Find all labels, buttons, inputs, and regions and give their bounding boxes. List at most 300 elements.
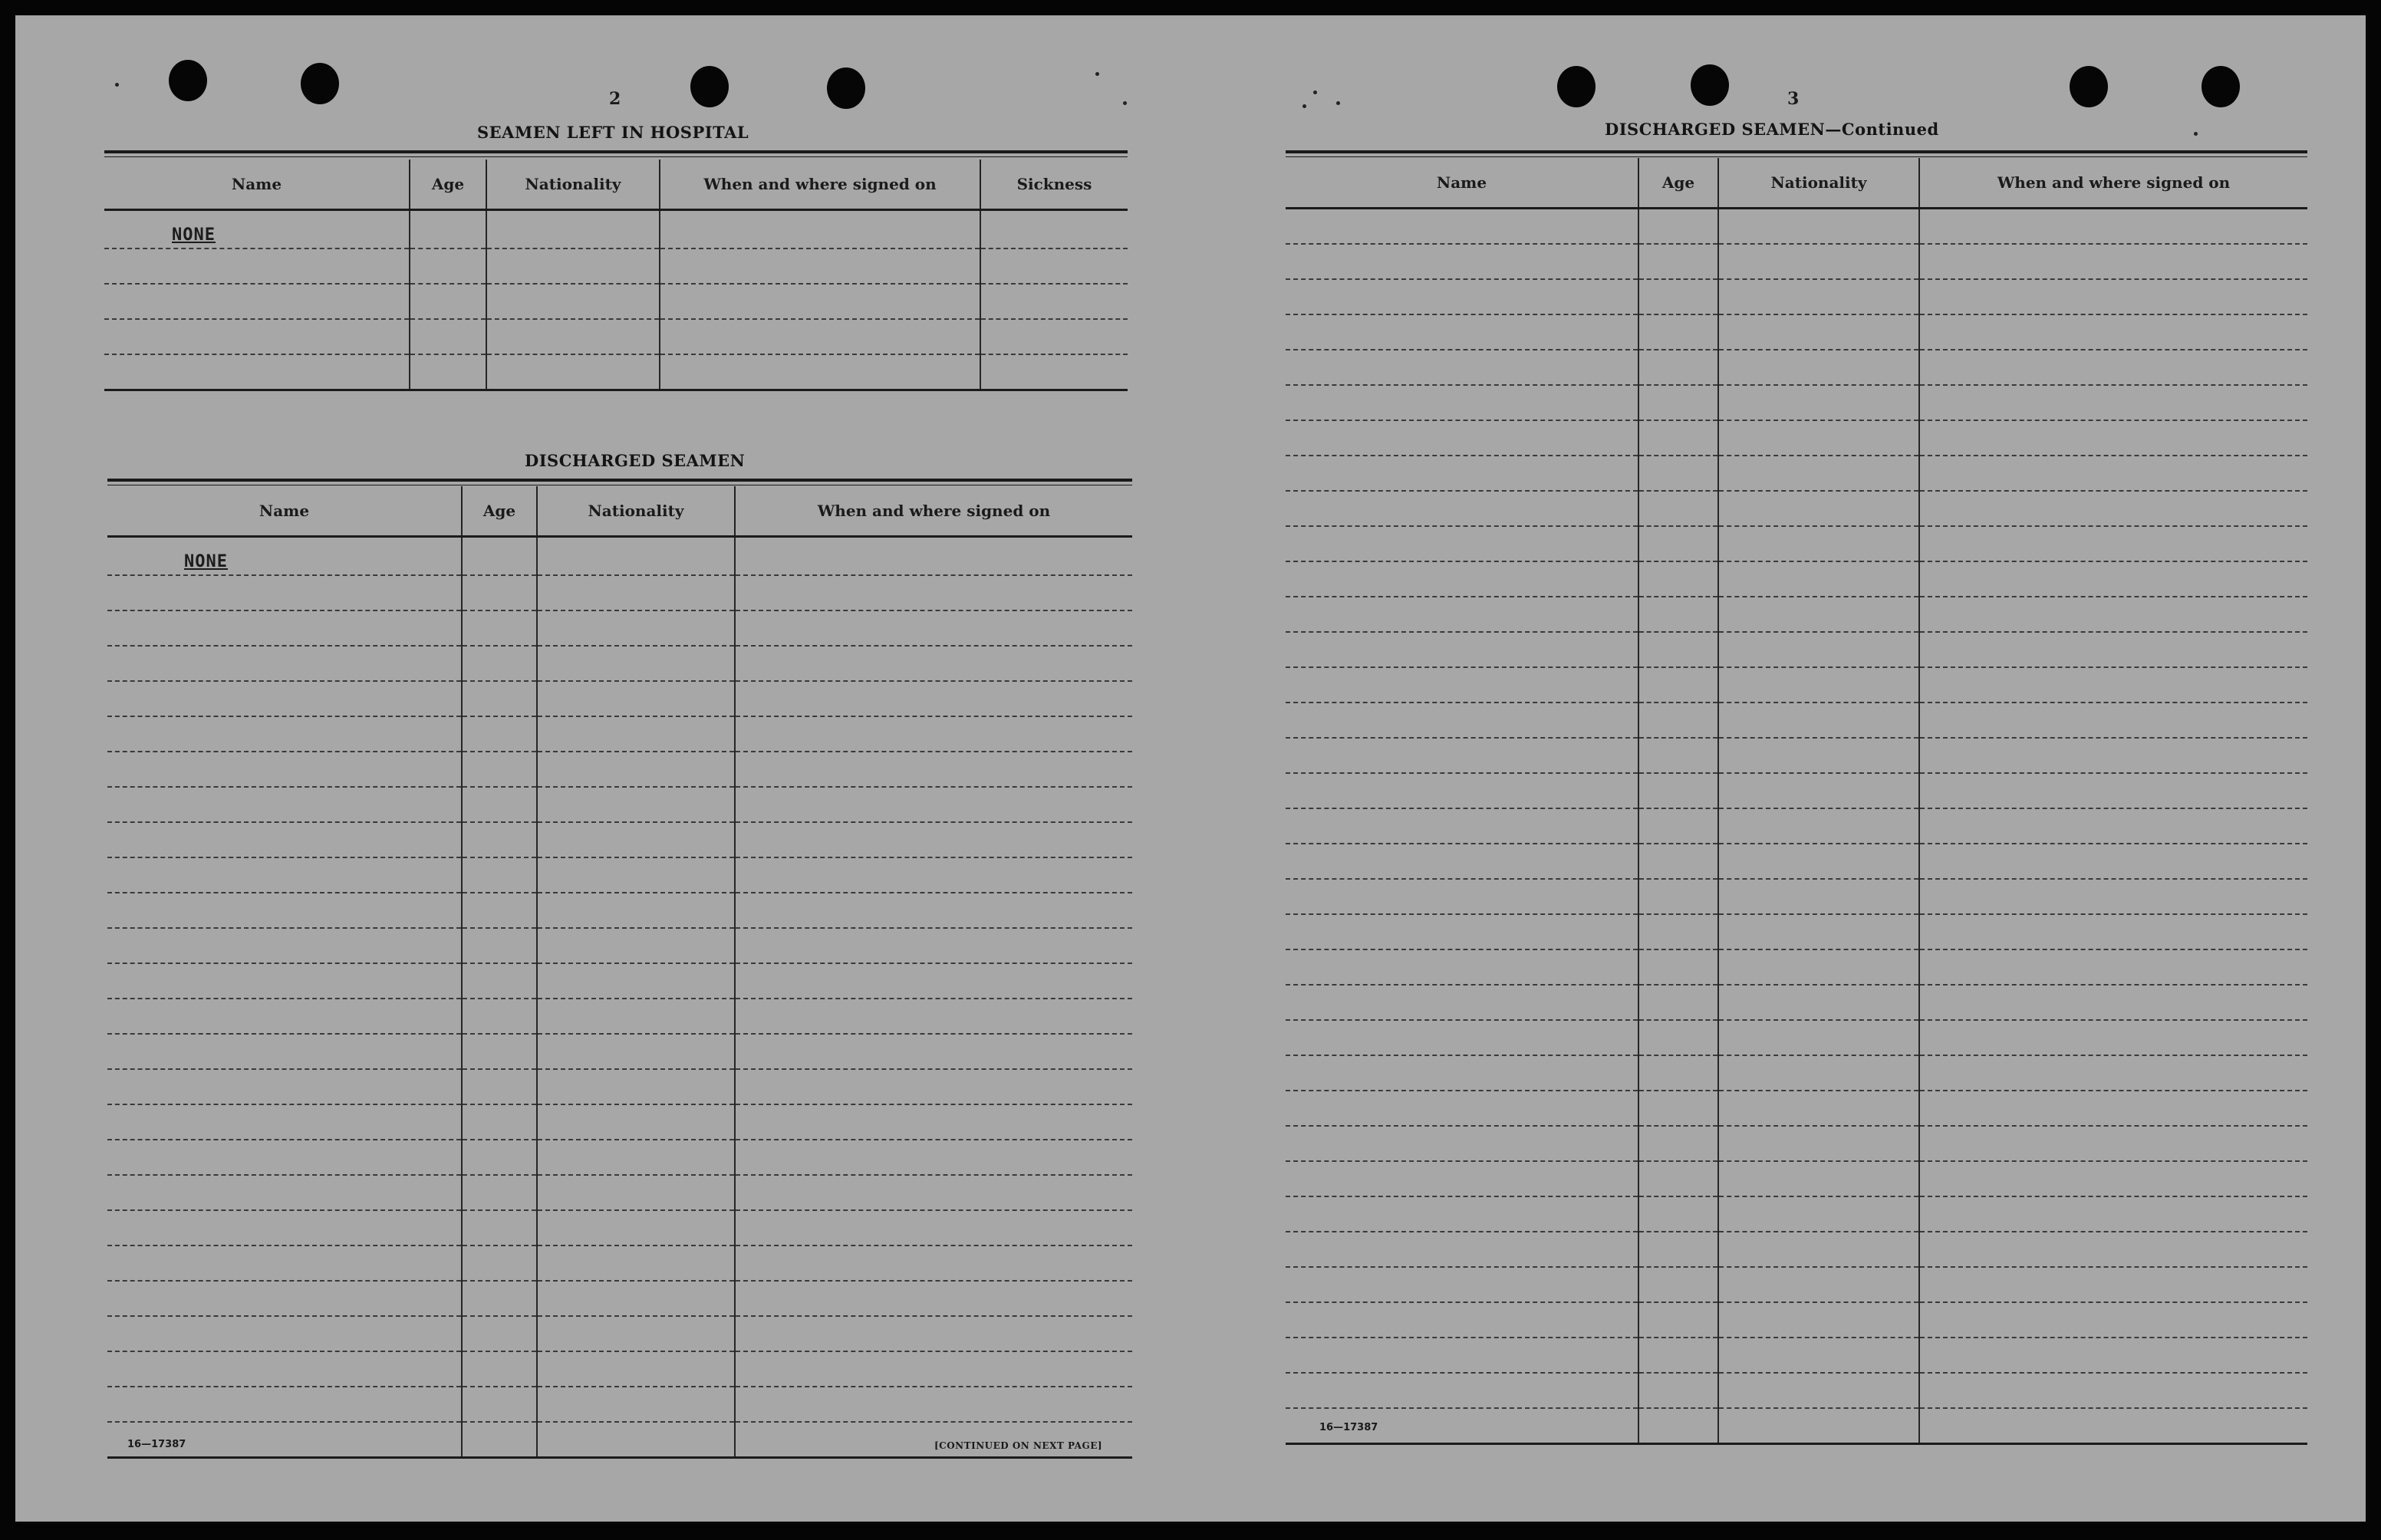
table-cell: [1638, 1267, 1718, 1302]
table-cell: [1718, 209, 1919, 245]
table-cell: [107, 1034, 462, 1069]
table-cell: [1638, 703, 1718, 738]
table-cell: [1286, 314, 1638, 350]
table-cell: [1286, 526, 1638, 561]
table-cell: [1638, 985, 1718, 1020]
table-cell: [1638, 209, 1718, 245]
column-header-name: Name: [107, 486, 462, 537]
table-cell: [1286, 561, 1638, 597]
column-header-sickness: Sickness: [980, 160, 1128, 210]
table-cell: [735, 1069, 1132, 1104]
table-cell: [107, 1069, 462, 1104]
table-cell: [537, 999, 735, 1034]
table-row: [107, 1140, 1132, 1175]
table-cell: [1919, 703, 2307, 738]
table-cell: [107, 999, 462, 1034]
table-cell: [1919, 1267, 2307, 1302]
table-cell: [1919, 209, 2307, 245]
punch-hole: [1557, 66, 1596, 107]
table-header-row: [104, 160, 1128, 210]
table-cell: [1718, 1302, 1919, 1338]
table-cell: [735, 822, 1132, 857]
table-row: [104, 354, 1128, 390]
table-cell: [462, 963, 537, 999]
table-row: [104, 284, 1128, 319]
table-cell: [1638, 1055, 1718, 1091]
table-cell: [660, 284, 980, 319]
table-cell: [1286, 773, 1638, 808]
table-cell: [1286, 456, 1638, 491]
table-cell: [537, 1140, 735, 1175]
table-cell: [537, 928, 735, 963]
punch-hole: [1691, 64, 1729, 106]
table-cell: [537, 1210, 735, 1245]
table-row: [1286, 1161, 2307, 1196]
table-cell: [1919, 385, 2307, 420]
table-cell: [1286, 279, 1638, 314]
table-header-row: [107, 486, 1132, 537]
table-row: [1286, 914, 2307, 949]
table-cell: [537, 716, 735, 752]
table-cell: [1638, 738, 1718, 773]
table-cell: [1718, 244, 1919, 279]
table-cell: [1638, 420, 1718, 456]
table-cell: [107, 893, 462, 928]
table-row: [107, 1281, 1132, 1316]
punch-hole: [301, 63, 339, 104]
table-cell: [462, 857, 537, 893]
table-cell: [1638, 279, 1718, 314]
table-cell: [1286, 1126, 1638, 1161]
table-cell: [537, 537, 735, 576]
table-cell: [1718, 1091, 1919, 1126]
table-cell: [107, 1351, 462, 1387]
table-cell: [537, 575, 735, 610]
table-cell: [107, 787, 462, 822]
table-cell: [1718, 561, 1919, 597]
table-cell: [1919, 244, 2307, 279]
discharged-continued-table: [1286, 158, 2307, 1445]
table-cell: [537, 752, 735, 787]
table-cell: [735, 537, 1132, 576]
table-cell: [1286, 1338, 1638, 1373]
table-cell: [462, 752, 537, 787]
table-cell: [107, 575, 462, 610]
table-cell: [462, 1069, 537, 1104]
discharged-entry-name: NONE: [107, 537, 462, 576]
table-cell: [735, 1316, 1132, 1351]
table-cell: [1919, 985, 2307, 1020]
table-cell: [1718, 1055, 1919, 1091]
table-cell: [462, 610, 537, 646]
table-row: [1286, 879, 2307, 914]
table-cell: [1286, 1091, 1638, 1126]
table-cell: [660, 210, 980, 249]
table-cell: [107, 857, 462, 893]
table-cell: [1638, 773, 1718, 808]
table-row: [1286, 597, 2307, 632]
hospital-entry-name: NONE: [104, 210, 410, 249]
table-cell: [104, 319, 410, 354]
table-cell: [107, 1281, 462, 1316]
table-cell: [735, 575, 1132, 610]
table-cell: [107, 963, 462, 999]
table-row: [1286, 279, 2307, 314]
table-cell: [1638, 526, 1718, 561]
table-cell: [1919, 350, 2307, 385]
table-cell: [735, 1140, 1132, 1175]
form-number: 16—17387: [127, 1439, 186, 1450]
table-cell: [107, 1175, 462, 1210]
table-cell: [1638, 244, 1718, 279]
double-rule: [1286, 156, 2307, 157]
table-cell: [1286, 350, 1638, 385]
table-cell: [1718, 667, 1919, 703]
table-cell: [462, 575, 537, 610]
column-header-signed-on: When and where signed on: [1919, 158, 2307, 209]
table-cell: [1638, 949, 1718, 985]
table-cell: [1718, 632, 1919, 667]
table-cell: [660, 248, 980, 284]
table-row: [107, 1210, 1132, 1245]
table-cell: [107, 752, 462, 787]
table-cell: [537, 1316, 735, 1351]
table-cell: [462, 787, 537, 822]
table-row: [1286, 350, 2307, 385]
table-row: [1286, 1267, 2307, 1302]
table-cell: [1286, 385, 1638, 420]
speck: [1123, 101, 1127, 105]
table-cell: [486, 284, 660, 319]
table-cell: [1919, 914, 2307, 949]
table-cell: [486, 319, 660, 354]
table-row: [1286, 1196, 2307, 1232]
table-row: [1286, 491, 2307, 526]
column-header-signed-on: When and where signed on: [660, 160, 980, 210]
table-cell: [1718, 703, 1919, 738]
table-cell: [1718, 1373, 1919, 1408]
table-cell: [735, 1104, 1132, 1140]
punch-hole: [2070, 66, 2108, 107]
table-cell: [537, 857, 735, 893]
table-cell: [735, 752, 1132, 787]
table-cell: [1718, 279, 1919, 314]
table-cell: [1286, 420, 1638, 456]
double-rule: [104, 156, 1128, 157]
table-row: [107, 928, 1132, 963]
table-cell: [410, 210, 486, 249]
speck: [1313, 90, 1317, 94]
table-row: [107, 716, 1132, 752]
table-row: [1286, 561, 2307, 597]
scanned-form-sheet: [15, 15, 2366, 1522]
table-row: [1286, 314, 2307, 350]
table-cell: [104, 284, 410, 319]
table-cell: [462, 716, 537, 752]
table-cell: [1638, 491, 1718, 526]
table-cell: [1919, 1020, 2307, 1055]
table-cell: [1718, 808, 1919, 844]
table-cell: [1718, 914, 1919, 949]
table-cell: [107, 1387, 462, 1422]
table-cell: [1718, 491, 1919, 526]
table-cell: [1286, 1302, 1638, 1338]
speck: [1095, 72, 1099, 76]
table-cell: [735, 1245, 1132, 1281]
table-row: [1286, 1232, 2307, 1267]
table-cell: [1638, 350, 1718, 385]
discharged-continued-title-main: DISCHARGED SEAMEN: [1605, 120, 1826, 139]
table-cell: [1286, 949, 1638, 985]
form-number: 16—17387: [1319, 1422, 1378, 1433]
table-cell: [104, 354, 410, 390]
table-cell: [735, 857, 1132, 893]
table-row: [1286, 1338, 2307, 1373]
table-cell: [462, 681, 537, 716]
table-cell: [1718, 456, 1919, 491]
table-cell: [537, 963, 735, 999]
table-cell: [1638, 385, 1718, 420]
table-cell: [107, 716, 462, 752]
table-cell: [1919, 1338, 2307, 1373]
table-cell: [1919, 1126, 2307, 1161]
table-cell: [107, 1245, 462, 1281]
table-cell: [537, 610, 735, 646]
table-cell: [537, 822, 735, 857]
table-row: [1286, 1302, 2307, 1338]
table-cell: [1286, 738, 1638, 773]
table-row: [107, 1069, 1132, 1104]
table-cell: [1638, 844, 1718, 879]
double-rule: [107, 479, 1132, 482]
table-cell: [1718, 844, 1919, 879]
table-cell: [462, 1316, 537, 1351]
column-header-age: Age: [462, 486, 537, 537]
left-page: [15, 15, 1189, 1522]
table-row: [1286, 526, 2307, 561]
table-cell: [1919, 1091, 2307, 1126]
table-cell: [1286, 1020, 1638, 1055]
table-cell: [1919, 1196, 2307, 1232]
table-cell: [1286, 1373, 1638, 1408]
table-cell: [1638, 1338, 1718, 1373]
table-cell: [462, 646, 537, 681]
table-row: [107, 752, 1132, 787]
table-cell: [1718, 1232, 1919, 1267]
table-cell: [107, 1140, 462, 1175]
table-row: [1286, 1020, 2307, 1055]
table-cell: [1919, 632, 2307, 667]
table-cell: [980, 319, 1128, 354]
table-cell: [735, 1210, 1132, 1245]
table-cell: [1919, 1055, 2307, 1091]
table-row: [104, 248, 1128, 284]
table-cell: [1286, 879, 1638, 914]
table-cell: [1638, 632, 1718, 667]
table-cell: [410, 284, 486, 319]
table-cell: [107, 928, 462, 963]
speck: [1302, 104, 1306, 108]
table-cell: [1919, 314, 2307, 350]
punch-hole: [690, 66, 729, 107]
table-cell: [537, 1034, 735, 1069]
table-cell: [1919, 1161, 2307, 1196]
table-cell: [537, 646, 735, 681]
table-cell: [735, 681, 1132, 716]
table-row: [107, 1175, 1132, 1210]
table-cell: [462, 1245, 537, 1281]
table-cell: [1919, 808, 2307, 844]
table-cell: [1638, 667, 1718, 703]
table-row: [1286, 1408, 2307, 1444]
table-cell: [1718, 385, 1919, 420]
table-cell: [980, 210, 1128, 249]
table-cell: [462, 1034, 537, 1069]
speck: [1336, 101, 1340, 105]
table-cell: [1286, 844, 1638, 879]
table-cell: [1638, 1373, 1718, 1408]
speck: [115, 83, 119, 87]
table-cell: [104, 248, 410, 284]
table-cell: [1919, 879, 2307, 914]
table-cell: [462, 928, 537, 963]
table-cell: [1718, 949, 1919, 985]
table-cell: [410, 354, 486, 390]
table-row: [1286, 1091, 2307, 1126]
table-cell: [735, 893, 1132, 928]
table-row: [107, 1351, 1132, 1387]
table-cell: [107, 822, 462, 857]
table-cell: [410, 319, 486, 354]
table-cell: [107, 1316, 462, 1351]
table-cell: [486, 210, 660, 249]
page-number: 2: [609, 89, 621, 109]
table-row: [1286, 773, 2307, 808]
table-cell: [1638, 1091, 1718, 1126]
table-row: [107, 681, 1132, 716]
table-row: [1286, 949, 2307, 985]
table-row: [107, 1104, 1132, 1140]
table-cell: [1638, 1232, 1718, 1267]
table-cell: [1638, 1408, 1718, 1444]
table-row: [107, 537, 1132, 576]
table-cell: [1919, 1232, 2307, 1267]
table-cell: [1638, 314, 1718, 350]
table-cell: [735, 1351, 1132, 1387]
column-header-age: Age: [1638, 158, 1718, 209]
punch-hole: [2202, 66, 2240, 107]
table-cell: [537, 1387, 735, 1422]
table-cell: [1638, 914, 1718, 949]
page-number: 3: [1787, 89, 1800, 109]
table-cell: [1718, 1020, 1919, 1055]
hospital-table: [104, 160, 1128, 391]
table-row: [1286, 1373, 2307, 1408]
table-cell: [735, 963, 1132, 999]
column-header-age: Age: [410, 160, 486, 210]
discharged-continued-title-suffix: —Continued: [1825, 120, 1939, 139]
table-cell: [1718, 985, 1919, 1020]
discharged-section-title: DISCHARGED SEAMEN: [525, 451, 746, 470]
punch-hole: [827, 67, 865, 109]
table-row: [1286, 385, 2307, 420]
table-row: [107, 893, 1132, 928]
table-cell: [1286, 808, 1638, 844]
table-cell: [1638, 561, 1718, 597]
table-cell: [537, 787, 735, 822]
table-cell: [1718, 879, 1919, 914]
table-cell: [537, 1069, 735, 1104]
table-cell: [735, 787, 1132, 822]
table-cell: [1286, 985, 1638, 1020]
table-cell: [1638, 1126, 1718, 1161]
table-cell: [1718, 773, 1919, 808]
table-row: [1286, 703, 2307, 738]
table-cell: [735, 999, 1132, 1034]
table-cell: [1286, 667, 1638, 703]
table-cell: [1919, 949, 2307, 985]
table-cell: [107, 681, 462, 716]
table-cell: [1919, 456, 2307, 491]
table-cell: [1919, 773, 2307, 808]
table-row: [1286, 667, 2307, 703]
table-cell: [735, 1281, 1132, 1316]
table-cell: [1919, 420, 2307, 456]
table-cell: [1638, 456, 1718, 491]
table-cell: [1286, 1267, 1638, 1302]
table-cell: [537, 1245, 735, 1281]
table-row: [107, 575, 1132, 610]
table-cell: [1638, 1302, 1718, 1338]
table-row: [107, 787, 1132, 822]
table-cell: [537, 1175, 735, 1210]
table-cell: [1718, 1408, 1919, 1444]
table-cell: [980, 284, 1128, 319]
table-cell: [1718, 1161, 1919, 1196]
table-cell: [1718, 1126, 1919, 1161]
punch-hole: [169, 60, 207, 101]
table-cell: [462, 1175, 537, 1210]
table-cell: [1718, 597, 1919, 632]
table-cell: [735, 1175, 1132, 1210]
right-page: [1189, 15, 2366, 1522]
table-cell: [1718, 738, 1919, 773]
table-row: [107, 963, 1132, 999]
table-cell: [1286, 703, 1638, 738]
table-row: [1286, 632, 2307, 667]
table-cell: [1718, 526, 1919, 561]
table-cell: [1919, 597, 2307, 632]
table-cell: [1286, 1161, 1638, 1196]
table-row: [107, 1245, 1132, 1281]
table-cell: [735, 646, 1132, 681]
table-cell: [1718, 1338, 1919, 1373]
table-cell: [537, 893, 735, 928]
table-cell: [462, 999, 537, 1034]
table-row: [1286, 844, 2307, 879]
table-cell: [486, 354, 660, 390]
table-cell: [1919, 738, 2307, 773]
table-cell: [1718, 350, 1919, 385]
table-cell: [735, 928, 1132, 963]
column-header-name: Name: [1286, 158, 1638, 209]
column-header-name: Name: [104, 160, 410, 210]
table-cell: [980, 354, 1128, 390]
table-cell: [735, 610, 1132, 646]
table-cell: [1286, 1232, 1638, 1267]
column-header-nationality: Nationality: [537, 486, 735, 537]
table-row: [107, 610, 1132, 646]
